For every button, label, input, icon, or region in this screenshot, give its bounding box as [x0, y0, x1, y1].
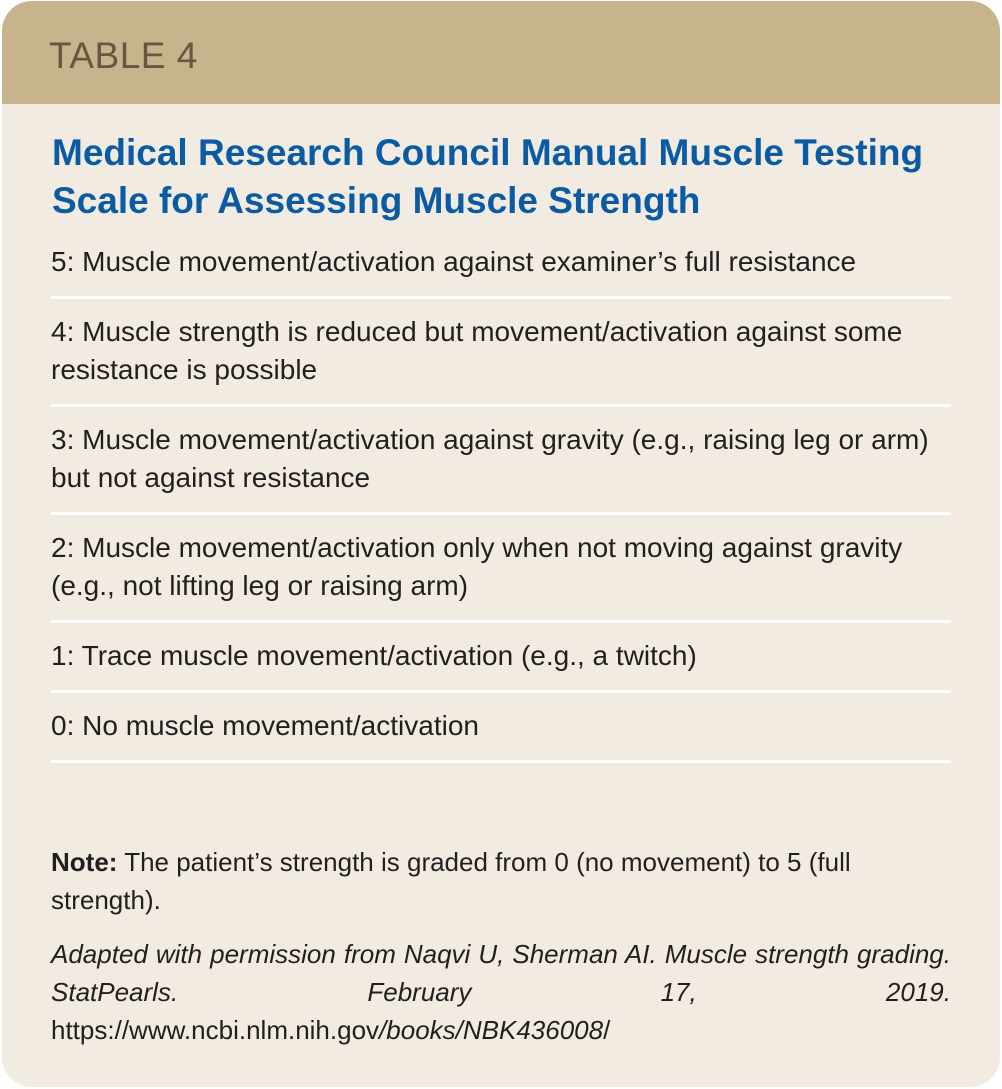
grade-row-0: 0: No muscle movement/activation [51, 693, 951, 763]
table-label: TABLE 4 [49, 35, 198, 76]
grade-list [51, 229, 951, 763]
citation-text: Adapted with permission from Naqvi U, Sherman AI. Muscle strength grading. StatPearls. February 17, 2019. [51, 939, 951, 1007]
table-note [51, 843, 951, 919]
grade-row-3: 3: Muscle movement/activation against gravity (e.g., raising leg or arm) but not against resistance [51, 407, 951, 515]
source-citation [51, 935, 951, 1049]
citation-url-host[interactable]: https://www.ncbi.nlm.nih.gov [51, 1015, 380, 1045]
citation-url-end[interactable]: / [603, 1015, 611, 1045]
note-label: Note: [51, 847, 118, 877]
note-text: The patient’s strength is graded from 0 (no movement) to 5 (full strength). [51, 847, 851, 915]
table-card [2, 1, 1000, 1087]
table-header [2, 1, 1000, 104]
grade-row-4: 4: Muscle strength is reduced but movement/activation against some resistance is possible [51, 299, 951, 407]
grade-row-2: 2: Muscle movement/activation only when not moving against gravity (e.g., not lifting leg or raising arm) [51, 515, 951, 623]
grade-row-1: 1: Trace muscle movement/activation (e.g., a twitch) [51, 623, 951, 693]
table-title: Medical Research Council Manual Muscle Testing Scale for Assessing Muscle Strength [52, 132, 924, 221]
citation-url-path[interactable]: /books/NBK436008 [379, 1015, 604, 1045]
grade-row-5: 5: Muscle movement/activation against examiner’s full resistance [51, 229, 951, 299]
